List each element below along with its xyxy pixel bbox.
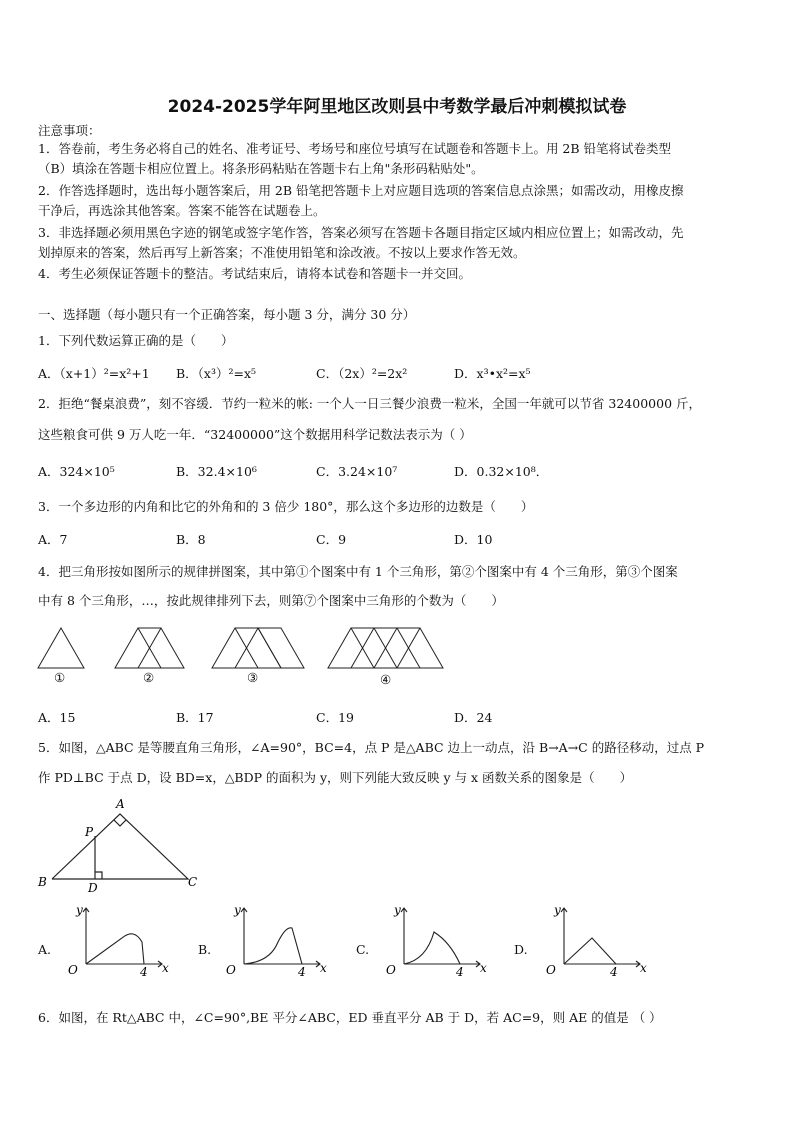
y-axis-label: y [234,903,241,917]
q4-pattern-label: ③ [247,670,259,685]
notice-line: （B）填涂在答题卡相应位置上。将条形码粘贴在答题卡右上角"条形码粘贴处"。 [38,161,484,176]
label-c: C [188,875,198,889]
origin-label: O [546,963,556,977]
q2-option-c: C．3.24×10⁷ [316,464,398,479]
label-p: P [85,825,94,839]
q4-option-b: B．17 [176,710,214,725]
q5-option-c: C. [356,942,370,957]
q4-pattern-label: ① [54,670,66,685]
notice-line: 干净后，再选涂其他答案。答案不能答在试题卷上。 [38,203,326,218]
q3-option-c: C．9 [316,532,347,547]
q1-option-a: A．（x+1）²=x²+1 [38,366,150,381]
q3-option-a: A．7 [38,532,68,547]
q2-stem-line2: 这些粮食可供 9 万人吃一年．“32400000”这个数据用科学记数法表示为（ ） [38,427,472,442]
origin-label: O [226,963,236,977]
notice-heading: 注意事项： [38,123,101,138]
q5-triangle-figure [30,794,210,894]
tick-label: 4 [610,965,618,979]
q4-option-d: D．24 [454,710,493,725]
q3-option-b: B．8 [176,532,206,547]
x-axis-label: x [162,961,169,975]
page-title: 2024-2025学年阿里地区改则县中考数学最后冲刺模拟试卷 [167,97,627,117]
x-axis-label: x [320,961,327,975]
q4-triangle-patterns [0,626,794,696]
q3-option-d: D．10 [454,532,493,547]
q2-option-b: B．32.4×10⁶ [176,464,257,479]
y-axis-label: y [394,903,401,917]
q4-option-a: A．15 [38,710,76,725]
notice-line: 4．考生必须保证答题卡的整洁。考试结束后，请将本试卷和答题卡一并交回。 [38,266,471,281]
q4-stem-line1: 4．把三角形按如图所示的规律拼图案，其中第①个图案中有 1 个三角形，第②个图案中有 4 个三角形，第③个图案 [38,564,678,579]
q4-option-c: C．19 [316,710,354,725]
x-axis-label: x [480,961,487,975]
q1-stem: 1．下列代数运算正确的是（ ） [38,333,234,348]
q6-stem: 6．如图，在 Rt△ABC 中，∠C=90°,BE 平分∠ABC，ED 垂直平分 AB 于 D，若 AC=9，则 AE 的值是 （ ） [38,1010,662,1025]
q5-graph-b [220,902,330,982]
tick-label: 4 [456,965,464,979]
label-d: D [88,881,98,895]
q5-graph-c [380,902,490,982]
q2-stem-line1: 2．拒绝“餐桌浪费”，刻不容缓．节约一粒米的帐: 一个人一日三餐少浪费一粒米，全国一年就可以节省 32400000 斤， [38,396,701,411]
q2-option-d: D．0.32×10⁸． [454,464,549,479]
q5-option-a: A. [38,942,52,957]
q5-stem-line1: 5．如图，△ABC 是等腰直角三角形，∠A=90°，BC=4，点 P 是△ABC 边上一动点，沿 B→A→C 的路径移动，过点 P [38,740,705,755]
label-b: B [38,875,47,889]
q5-option-b: B. [198,942,212,957]
notice-line: 3．非选择题必须用黑色字迹的钢笔或签字笔作答，答案必须写在答题卡各题目指定区域内相应位置上；如需改动，先 [38,225,684,240]
y-axis-label: y [554,903,561,917]
q2-option-a: A．324×10⁵ [38,464,115,479]
notice-line: 1．答卷前，考生务必将自己的姓名、准考证号、考场号和座位号填写在试题卷和答题卡上。用 2B 铅笔将试卷类型 [38,141,672,156]
q5-graph-a [62,902,172,982]
q1-option-d: D．x³•x²=x⁵ [454,366,531,381]
q4-pattern-label: ② [143,670,155,685]
q4-pattern-label: ④ [380,672,392,687]
q5-stem-line2: 作 PD⊥BC 于点 D，设 BD=x，△BDP 的面积为 y，则下列能大致反映 y 与 x 函数关系的图象是（ ） [38,770,633,785]
q1-option-c: C．（2x）²=2x² [316,366,408,381]
q5-graph-d [540,902,650,982]
origin-label: O [386,963,396,977]
notice-line: 2．作答选择题时，选出每小题答案后，用 2B 铅笔把答题卡上对应题目选项的答案信息点涂黑；如需改动，用橡皮擦 [38,183,684,198]
q3-stem: 3．一个多边形的内角和比它的外角和的 3 倍少 180°，那么这个多边形的边数是（ ） [38,499,534,514]
notice-line: 划掉原来的答案，然后再写上新答案；不准使用铅笔和涂改液。不按以上要求作答无效。 [38,245,526,260]
tick-label: 4 [140,965,148,979]
label-a: A [116,797,125,811]
section-heading: 一、选择题（每小题只有一个正确答案，每小题 3 分，满分 30 分） [38,307,416,322]
y-axis-label: y [76,903,83,917]
tick-label: 4 [298,965,306,979]
origin-label: O [68,963,78,977]
q5-option-d: D. [514,942,528,957]
x-axis-label: x [640,961,647,975]
q4-stem-line2: 中有 8 个三角形，…，按此规律排列下去，则第⑦个图案中三角形的个数为（ ） [38,593,504,608]
q1-option-b: B．（x³）²=x⁵ [176,366,257,381]
